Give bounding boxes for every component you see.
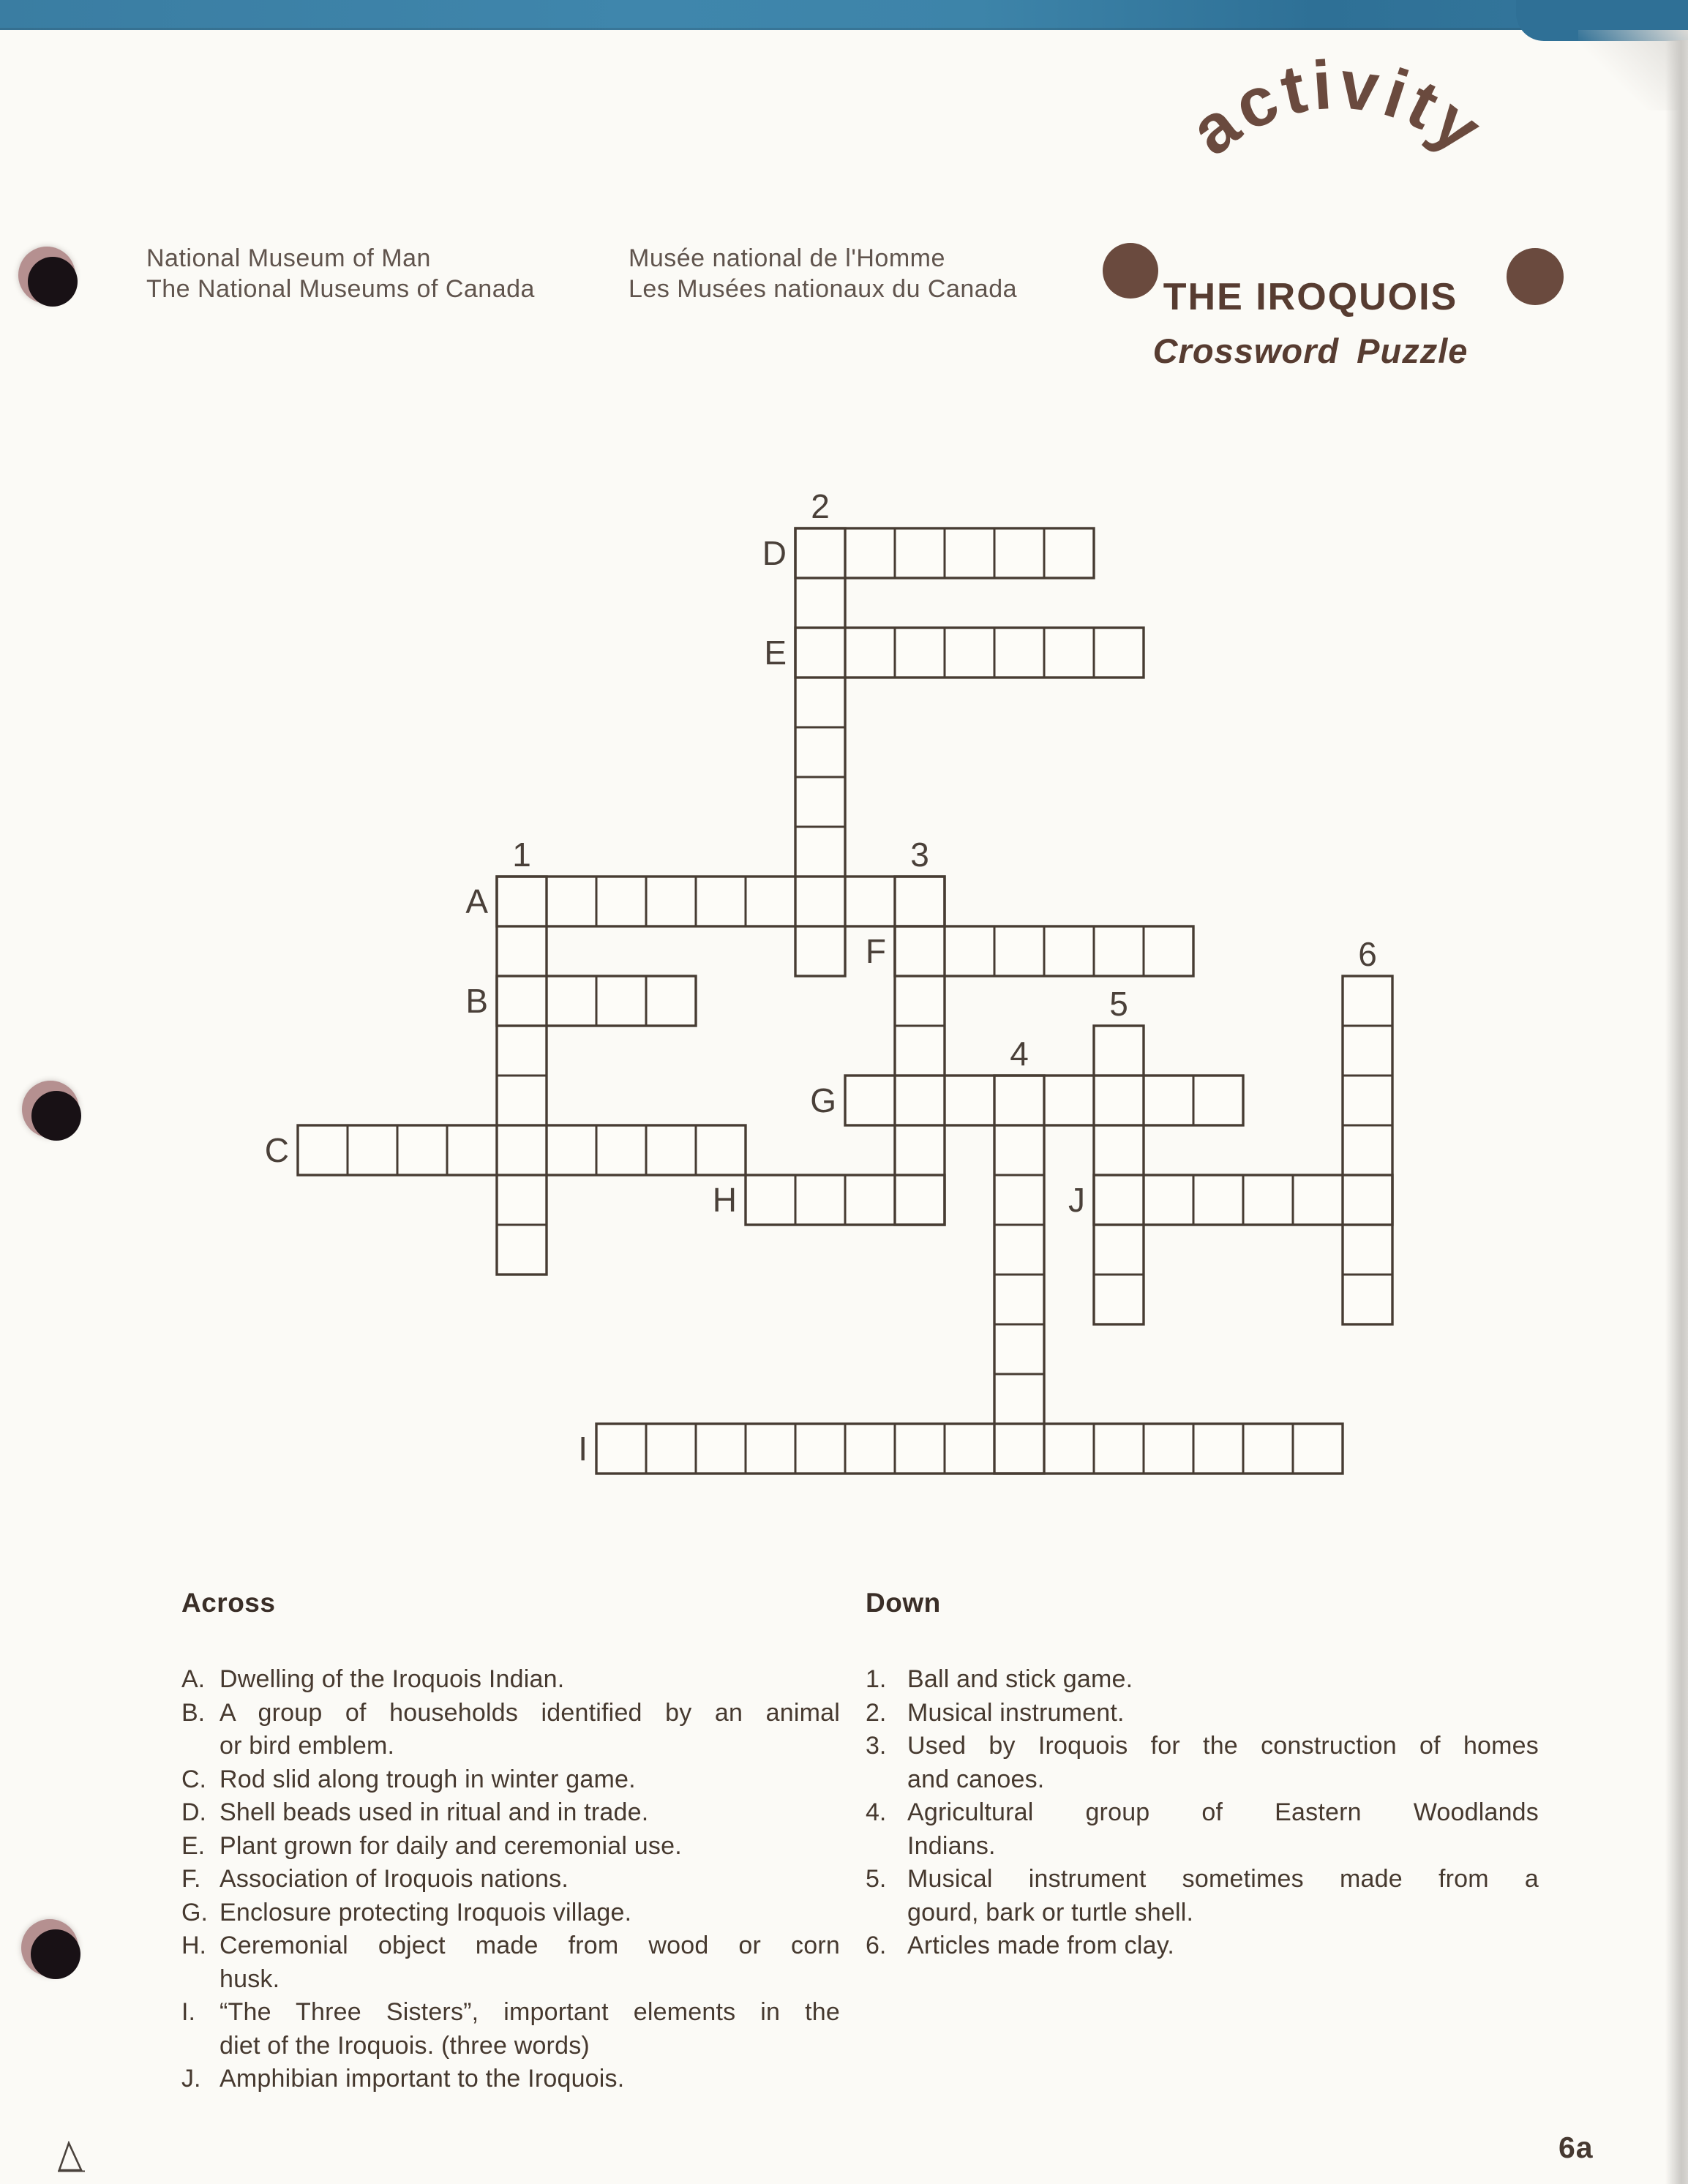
entry-label-G: G	[810, 1081, 836, 1119]
clue-G	[181, 1896, 840, 1930]
clue-label: I.	[181, 1998, 195, 2026]
entry-label-H: H	[712, 1181, 737, 1219]
down-heading: Down	[866, 1588, 941, 1618]
clue-text-line: Shell beads used in ritual and in trade.	[220, 1798, 649, 1826]
hole-punch-icon	[21, 1919, 78, 1976]
logo-right-dot-icon	[1507, 248, 1564, 305]
museum-name-french	[629, 243, 1017, 304]
triangle-mark-icon	[57, 2141, 94, 2174]
entry-label-3: 3	[910, 836, 929, 874]
clue-text-line: Used by Iroquois for the construction of homes	[907, 1732, 1539, 1760]
clue-label: 6.	[866, 1932, 887, 1959]
clue-text-line: Amphibian important to the Iroquois.	[220, 2065, 625, 2093]
clue-5	[866, 1863, 1539, 1929]
crossword-grid[interactable]	[241, 483, 1441, 1507]
clue-text-line: diet of the Iroquois. (three words)	[220, 2031, 590, 2060]
clue-F	[181, 1863, 840, 1896]
entry-label-F: F	[865, 932, 886, 970]
across-heading: Across	[181, 1588, 276, 1618]
clue-label: A.	[181, 1665, 206, 1693]
across-clue-list	[181, 1663, 840, 2096]
page-number: 6a	[1558, 2131, 1594, 2164]
entry-area-2	[795, 528, 845, 976]
entry-area-I	[596, 1424, 1343, 1474]
down-clue-list	[866, 1663, 1539, 1963]
museum-name-en-line1: National Museum of Man	[146, 244, 431, 272]
clue-J	[181, 2063, 840, 2096]
clue-label: C.	[181, 1765, 206, 1793]
clue-text-line: Association of Iroquois nations.	[220, 1865, 569, 1893]
entry-label-I: I	[578, 1430, 588, 1468]
entry-label-D: D	[762, 534, 787, 572]
clue-D	[181, 1796, 840, 1830]
entry-label-A: A	[465, 882, 488, 920]
clue-text-line: gourd, bark or turtle shell.	[907, 1898, 1194, 1926]
clue-2	[866, 1697, 1539, 1730]
hole-punch-icon	[22, 1081, 79, 1138]
clue-text-line: Ball and stick game.	[907, 1665, 1133, 1693]
clue-text-line: Rod slid along trough in winter game.	[220, 1765, 636, 1793]
worksheet-title: THE IROQUOIS	[1163, 276, 1458, 318]
entry-label-C: C	[264, 1131, 289, 1169]
entry-label-4: 4	[1010, 1035, 1029, 1073]
clue-text-line: Agricultural group of Eastern Woodlands	[907, 1798, 1539, 1826]
entry-label-E: E	[764, 634, 787, 672]
activity-arc-text: activity	[1176, 45, 1499, 170]
clue-label: E.	[181, 1831, 206, 1860]
clue-A	[181, 1663, 840, 1697]
clue-label: H.	[181, 1932, 206, 1959]
clue-C	[181, 1763, 840, 1797]
top-blue-band	[0, 0, 1688, 30]
clue-E	[181, 1830, 840, 1864]
clue-text-line: Articles made from clay.	[907, 1932, 1175, 1959]
entry-area-E	[795, 628, 1144, 678]
clue-text-line: Musical instrument sometimes made from a	[907, 1865, 1539, 1893]
clue-text-line: husk.	[220, 1965, 280, 1993]
entry-label-B: B	[465, 982, 488, 1020]
entry-area-A	[497, 877, 945, 926]
down-clues-section	[866, 1588, 1539, 1959]
clue-text-line: “The Three Sisters”, important elements in the	[220, 1998, 840, 2026]
clue-label: 1.	[866, 1665, 887, 1693]
clue-text-line: Ceremonial object made from wood or corn	[220, 1932, 840, 1959]
clue-label: D.	[181, 1798, 206, 1826]
clue-label: 4.	[866, 1798, 887, 1826]
clue-6	[866, 1929, 1539, 1963]
clue-label: 5.	[866, 1865, 887, 1893]
clue-label: G.	[181, 1898, 208, 1926]
clue-text-line: Indians.	[907, 1831, 996, 1860]
museum-name-fr-line2: Les Musées nationaux du Canada	[629, 275, 1018, 303]
entry-area-3	[895, 877, 945, 1225]
museum-name-en-line2: The National Museums of Canada	[146, 275, 535, 303]
entry-label-J: J	[1068, 1181, 1085, 1219]
clue-label: B.	[181, 1698, 206, 1727]
worksheet-subtitle: Crossword Puzzle	[1152, 331, 1468, 370]
clue-text-line: Musical instrument.	[907, 1698, 1125, 1727]
museum-name-english	[146, 243, 535, 304]
across-clues-section	[181, 1588, 840, 2093]
entry-label-5: 5	[1109, 985, 1128, 1023]
clue-1	[866, 1663, 1539, 1697]
clue-H	[181, 1929, 840, 1996]
entry-label-2: 2	[811, 487, 830, 525]
clue-label: J.	[181, 2065, 201, 2093]
clue-label: 2.	[866, 1698, 887, 1727]
entry-label-1: 1	[512, 836, 531, 874]
hole-punch-icon	[18, 247, 75, 304]
clue-text-line: A group of households identified by an animal	[220, 1698, 840, 1727]
clue-label: F.	[181, 1865, 201, 1893]
clue-text-line: or bird emblem.	[220, 1732, 395, 1760]
museum-name-fr-line1: Musée national de l'Homme	[629, 244, 945, 272]
clue-B	[181, 1697, 840, 1763]
entry-label-6: 6	[1358, 935, 1377, 973]
clue-3	[866, 1730, 1539, 1796]
page-edge-shadow	[1665, 40, 1688, 2184]
clue-text-line: and canoes.	[907, 1765, 1045, 1793]
clue-label: 3.	[866, 1732, 887, 1760]
clue-text-line: Plant grown for daily and ceremonial use.	[220, 1831, 682, 1860]
clue-text-line: Dwelling of the Iroquois Indian.	[220, 1665, 565, 1693]
clue-4	[866, 1796, 1539, 1863]
clue-text-line: Enclosure protecting Iroquois village.	[220, 1898, 632, 1926]
clue-I	[181, 1996, 840, 2063]
entry-area-6	[1343, 976, 1392, 1324]
